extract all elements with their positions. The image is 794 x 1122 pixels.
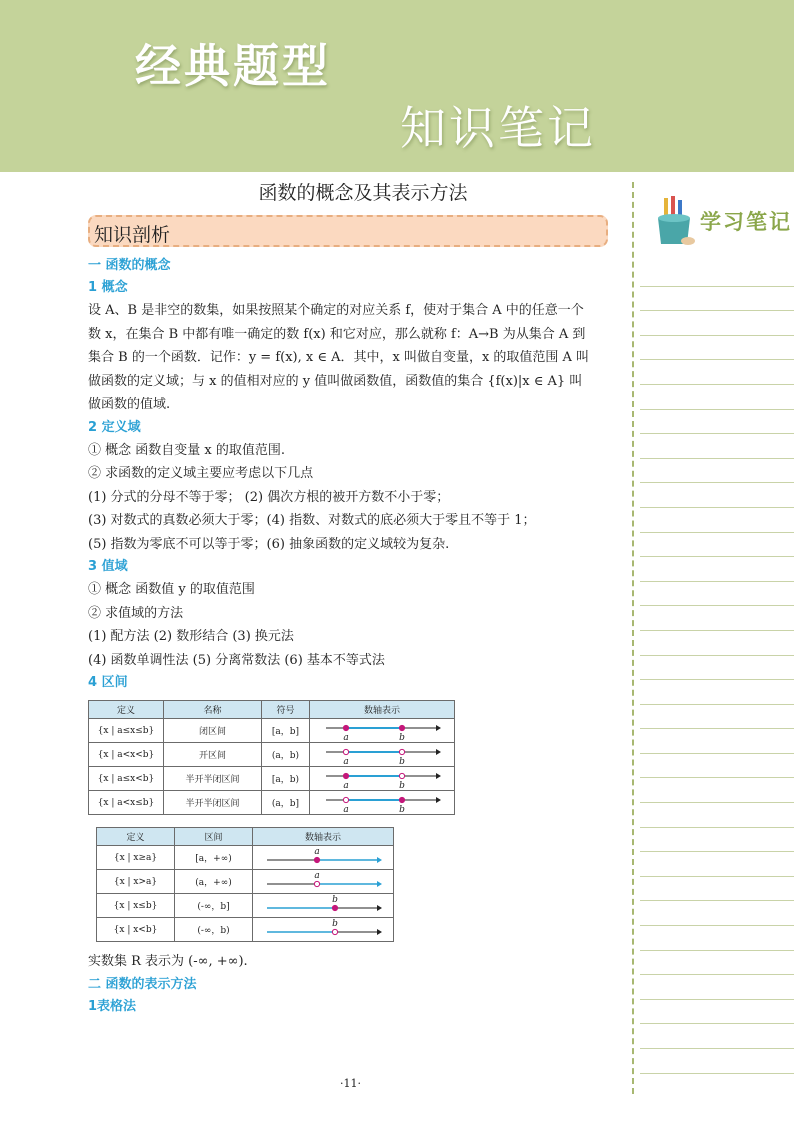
table-header: 数轴表示 [310, 701, 455, 719]
interval-name: 开区间 [164, 743, 262, 767]
note-line [640, 287, 794, 312]
interval-definition: {x | x>a} [97, 870, 175, 894]
undefined [314, 881, 319, 886]
interval-name: 闭区间 [164, 719, 262, 743]
number-line [263, 919, 383, 941]
number-line-cell [253, 918, 394, 942]
page-number: ·11· [340, 1077, 361, 1090]
interval-definition: {x | a<x≤b} [89, 791, 164, 815]
concept-paragraph [88, 299, 618, 417]
note-line [640, 631, 794, 656]
axis-arrow [377, 857, 382, 863]
interval-table-finite [88, 700, 455, 815]
axis-arrow [377, 905, 382, 911]
interval-table-infinite [96, 827, 394, 942]
number-line [322, 792, 442, 814]
axis-label: a [343, 732, 349, 742]
axis-label: b [332, 918, 338, 929]
table-row [89, 719, 455, 743]
note-line [640, 705, 794, 730]
note-line [640, 828, 794, 853]
note-line [640, 459, 794, 484]
range-line: (4) 函数单调性法 (5) 分离常数法 (6) 基本不等式法 [88, 652, 385, 668]
notes-header [652, 196, 792, 246]
header-banner [0, 0, 794, 172]
interval-definition: {x | a≤x<b} [89, 767, 164, 791]
subheading-range: 3 值域 [88, 559, 128, 574]
note-line [640, 1024, 794, 1049]
axis-label: b [332, 894, 338, 905]
note-line [640, 360, 794, 385]
undefined [399, 725, 404, 730]
axis-label: a [343, 756, 349, 766]
interval-symbol: [a，+∞) [175, 846, 253, 870]
heading-function-concept: 一 函数的概念 [88, 258, 171, 273]
note-line [640, 262, 794, 287]
number-line [322, 720, 442, 742]
interval-definition: {x | a<x<b} [89, 743, 164, 767]
table-row [89, 767, 455, 791]
domain-line: (5) 指数为零底不可以等于零；(6) 抽象函数的定义域较为复杂. [88, 536, 450, 552]
number-line-cell [253, 846, 394, 870]
number-line-cell [310, 743, 455, 767]
concept-line: 集合 B 的一个函数．记作：y = f(x), x ∈ A．其中，x 叫做自变量，x 的取值范围 A 叫 [88, 350, 590, 365]
heading-representation: 二 函数的表示方法 [88, 976, 197, 992]
undefined [332, 929, 337, 934]
note-line [640, 336, 794, 361]
domain-line: (1) 分式的分母不等于零； (2) 偶次方根的被开方数不小于零； [88, 489, 450, 505]
number-line-cell [310, 791, 455, 815]
table-header: 区间 [175, 828, 253, 846]
domain-list [88, 439, 618, 557]
interval-symbol: [a，b) [262, 767, 310, 791]
note-line [640, 877, 794, 902]
note-line [640, 656, 794, 681]
note-line [640, 582, 794, 607]
domain-line: ② 求函数的定义域主要应考虑以下几点 [88, 466, 314, 481]
section-title: 知识剖析 [88, 215, 608, 247]
table-row [97, 894, 394, 918]
note-line [640, 508, 794, 533]
range-line: ① 概念 函数值 y 的取值范围 [88, 582, 255, 597]
banner-title-2: 知识笔记 [400, 101, 596, 155]
note-line [640, 975, 794, 1000]
undefined [343, 797, 348, 802]
undefined [343, 773, 348, 778]
table-row [89, 743, 455, 767]
note-line [640, 852, 794, 877]
note-line [640, 926, 794, 951]
number-line [263, 871, 383, 893]
notes-column [632, 182, 794, 1094]
axis-label: a [343, 780, 349, 790]
undefined [314, 857, 319, 862]
axis-label: a [314, 846, 320, 857]
interval-symbol: (-∞，b) [175, 918, 253, 942]
undefined [343, 749, 348, 754]
table-row [97, 846, 394, 870]
table-row [97, 870, 394, 894]
interval-name: 半开半闭区间 [164, 767, 262, 791]
undefined [399, 797, 404, 802]
note-line [640, 1000, 794, 1025]
axis-arrow [436, 749, 441, 755]
concept-line: 设 A、B 是非空的数集，如果按照某个确定的对应关系 f，使对于集合 A 中的任意一个 [88, 303, 584, 318]
subheading-concept: 1 概念 [88, 280, 128, 295]
note-line [640, 557, 794, 582]
note-line [640, 533, 794, 558]
note-line [640, 778, 794, 803]
note-line [640, 803, 794, 828]
number-line [322, 768, 442, 790]
axis-arrow [436, 773, 441, 779]
axis-label: a [314, 870, 320, 881]
number-line [322, 744, 442, 766]
domain-line: ① 概念 函数自变量 x 的取值范围. [88, 442, 285, 458]
note-line [640, 951, 794, 976]
note-line [640, 680, 794, 705]
axis-label: a [343, 804, 349, 814]
range-line: (1) 配方法 (2) 数形结合 (3) 换元法 [88, 629, 294, 644]
concept-line: 做函数的值域. [88, 397, 171, 412]
axis-label: b [399, 780, 405, 790]
interval-definition: {x | x≤b} [97, 894, 175, 918]
subheading-interval: 4 区间 [88, 675, 128, 690]
undefined [343, 725, 348, 730]
note-line [640, 901, 794, 926]
table-header: 定义 [89, 701, 164, 719]
table-row [97, 918, 394, 942]
interval-definition: {x | a≤x≤b} [89, 719, 164, 743]
number-line-cell [253, 894, 394, 918]
interval-definition: {x | x<b} [97, 918, 175, 942]
subheading-table-method: 1表格法 [88, 998, 137, 1014]
note-line [640, 410, 794, 435]
note-line [640, 483, 794, 508]
range-line: ② 求值域的方法 [88, 605, 184, 621]
concept-line: 做函数的定义域；与 x 的值相对应的 y 值叫做函数值，函数值的集合 {f(x)|x ∈ A} 叫 [88, 373, 583, 389]
table-row [89, 791, 455, 815]
note-line [640, 606, 794, 631]
domain-line: (3) 对数式的真数必须大于零；(4) 指数、对数式的底必须大于零且不等于 1； [88, 513, 536, 528]
banner-title-1: 经典题型 [135, 39, 331, 93]
note-line [640, 311, 794, 336]
note-line [640, 754, 794, 779]
note-line [640, 385, 794, 410]
axis-label: b [399, 732, 405, 742]
real-line-note: 实数集 R 表示为 (-∞, +∞). [88, 954, 248, 969]
axis-label: b [399, 756, 405, 766]
interval-symbol: (a，+∞) [175, 870, 253, 894]
interval-symbol: (a，b] [262, 791, 310, 815]
axis-arrow [436, 797, 441, 803]
notes-label: 学习笔记 [700, 210, 792, 234]
table-header: 定义 [97, 828, 175, 846]
table-header: 符号 [262, 701, 310, 719]
axis-arrow [436, 725, 441, 731]
number-line [263, 895, 383, 917]
axis-arrow [377, 881, 382, 887]
pencil-cup-icon [652, 196, 696, 246]
main-content [88, 178, 618, 1018]
interval-symbol: (a，b) [262, 743, 310, 767]
interval-name: 半开半闭区间 [164, 791, 262, 815]
note-line [640, 1049, 794, 1074]
table-header: 数轴表示 [253, 828, 394, 846]
interval-symbol: (-∞，b] [175, 894, 253, 918]
interval-definition: {x | x≥a} [97, 846, 175, 870]
note-line [640, 729, 794, 754]
concept-line: 数 x，在集合 B 中都有唯一确定的数 f(x) 和它对应，那么就称 f：A→B 为从集合 A 到 [88, 326, 586, 342]
axis-arrow [377, 929, 382, 935]
undefined [399, 749, 404, 754]
range-list [88, 578, 618, 672]
number-line [263, 847, 383, 869]
note-line [640, 434, 794, 459]
number-line-cell [253, 870, 394, 894]
number-line-cell [310, 767, 455, 791]
table-header: 名称 [164, 701, 262, 719]
axis-label: b [399, 804, 405, 814]
undefined [332, 905, 337, 910]
number-line-cell [310, 719, 455, 743]
interval-symbol: [a，b] [262, 719, 310, 743]
subheading-domain: 2 定义域 [88, 419, 141, 435]
undefined [399, 773, 404, 778]
page-title: 函数的概念及其表示方法 [258, 182, 468, 204]
note-lines [640, 262, 794, 1074]
